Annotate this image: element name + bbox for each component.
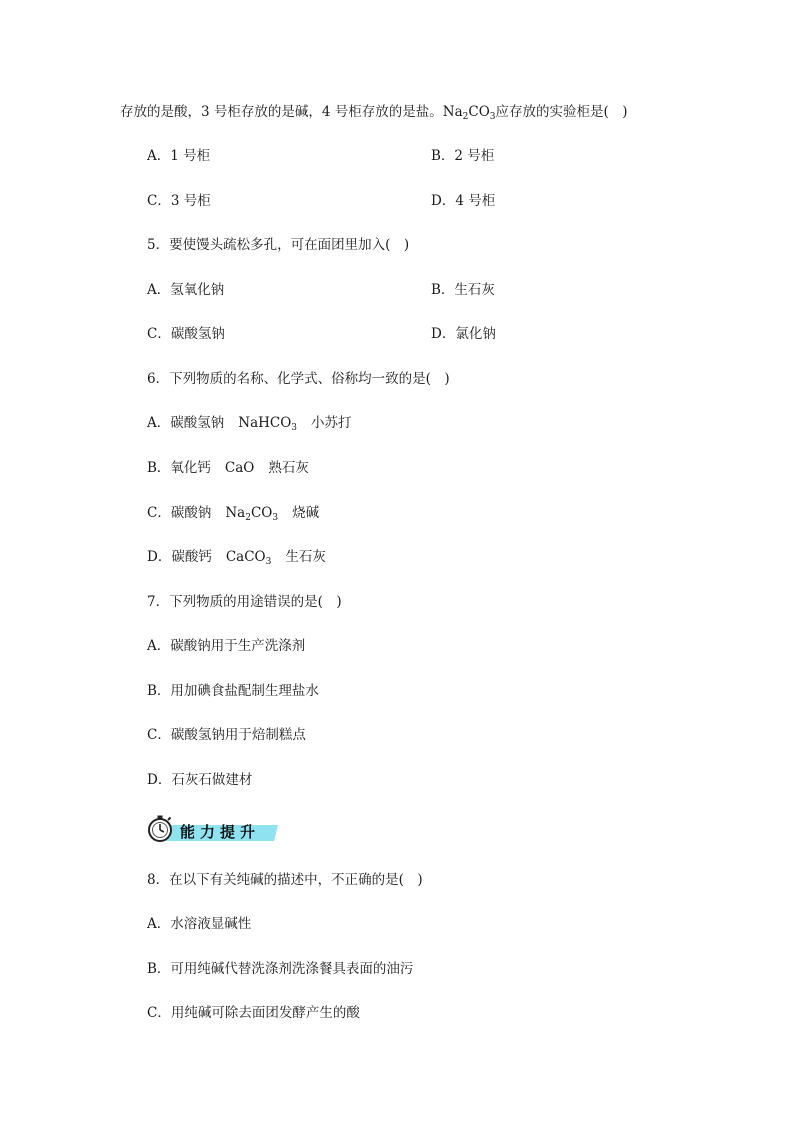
q7-option-a: A．碳酸钠用于生产洗涤剂 bbox=[147, 638, 306, 654]
q4-option-c: C．3 号柜 bbox=[147, 193, 211, 209]
q7-option-d: D．石灰石做建材 bbox=[147, 772, 253, 788]
q6-option-c: C．碳酸钠 $Na_2CO_3$ 烧碱 bbox=[147, 505, 320, 523]
q6-option-d: D．碳酸钙 CaCO$_3$ 生石灰 bbox=[147, 549, 326, 567]
section-title: 能力提升 bbox=[180, 823, 261, 841]
question-8-stem: 8．在以下有关纯碱的描述中，不正确的是( ) bbox=[147, 872, 423, 888]
q6-option-a: A．碳酸氢钠 NaHCO$_3$ 小苏打 bbox=[147, 415, 352, 433]
q4-option-a: A．1 号柜 bbox=[147, 148, 211, 164]
question-5-stem: 5．要使馒头疏松多孔，可在面团里加入( ) bbox=[147, 237, 410, 253]
q8-option-b: B．可用纯碱代替洗涤剂洗涤餐具表面的油污 bbox=[147, 961, 414, 977]
q5-option-d: D．氯化钠 bbox=[431, 326, 496, 342]
q8-option-c: C．用纯碱可除去面团发酵产生的酸 bbox=[147, 1005, 360, 1021]
q5-option-b: B．生石灰 bbox=[431, 282, 495, 298]
question-4-stem-continuation: 存放的是酸，3 号柜存放的是碱，4 号柜存放的是盐。$Na_2CO_3$应存放的实验柜是( ) bbox=[120, 104, 628, 122]
q4-option-b: B．2 号柜 bbox=[431, 148, 495, 164]
question-7-stem: 7．下列物质的用途错误的是( ) bbox=[147, 594, 342, 610]
stopwatch-icon bbox=[149, 816, 171, 842]
q8-option-a: A．水溶液显碱性 bbox=[147, 916, 252, 932]
section-banner-ability-improvement bbox=[146, 815, 278, 843]
q4-option-d: D．4 号柜 bbox=[431, 193, 496, 209]
q6-option-b: B．氧化钙 CaO 熟石灰 bbox=[147, 460, 309, 476]
q5-option-a: A．氢氧化钠 bbox=[147, 282, 225, 298]
q5-option-c: C．碳酸氢钠 bbox=[147, 326, 225, 342]
question-6-stem: 6．下列物质的名称、化学式、俗称均一致的是( ) bbox=[147, 371, 450, 387]
q7-option-b: B．用加碘食盐配制生理盐水 bbox=[147, 683, 319, 699]
q7-option-c: C．碳酸氢钠用于焙制糕点 bbox=[147, 727, 306, 743]
